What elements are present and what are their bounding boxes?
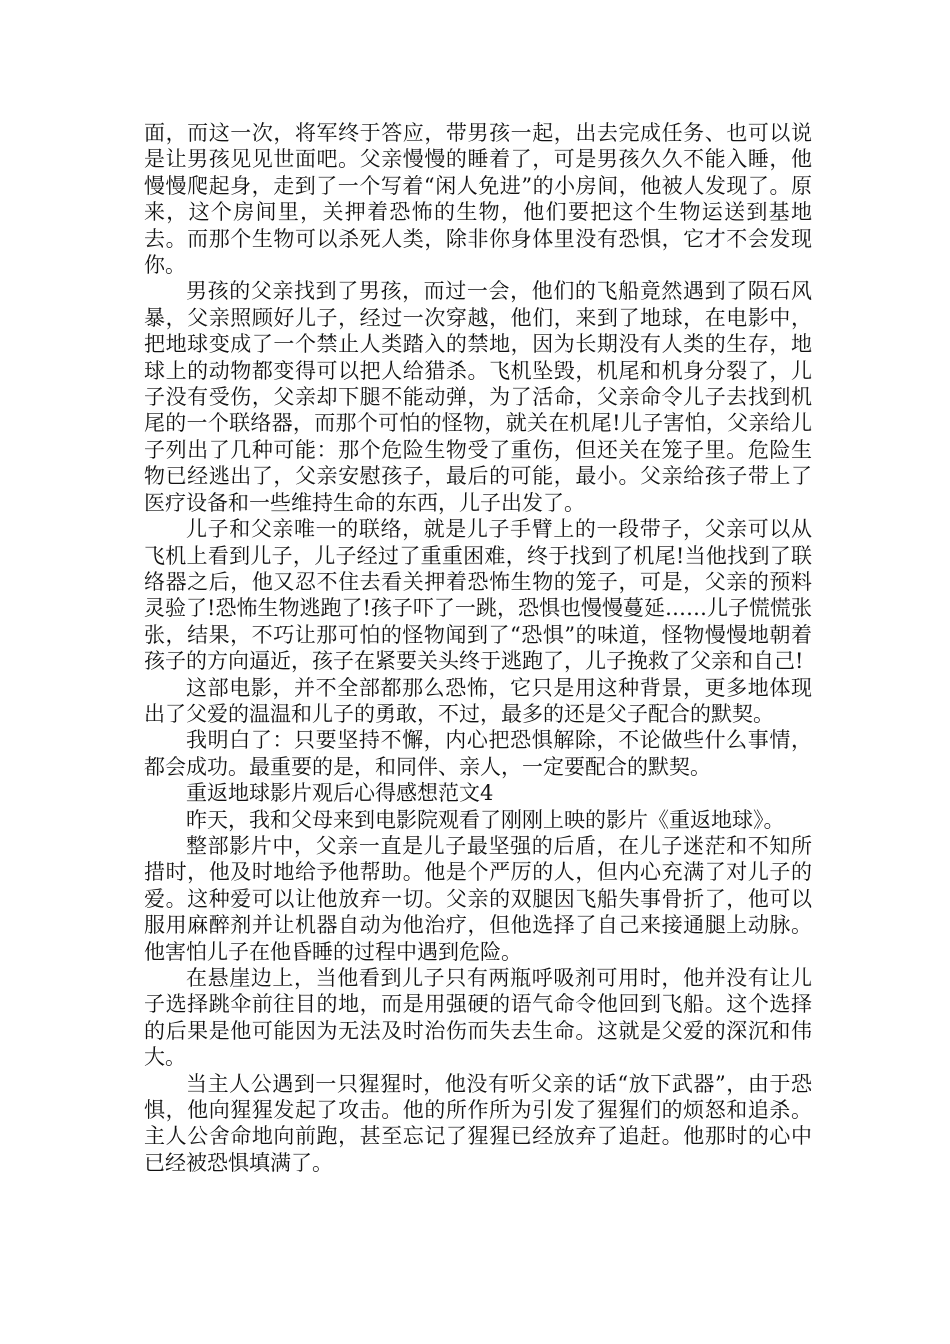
paragraph-7: 整部影片中，父亲一直是儿子最坚强的后盾，在儿子迷茫和不知所措时，他及时地给予他帮助。他是个严厉的人，但内心充满了对儿子的爱。这种爱可以让他放弃一切。父亲的双腿因飞船失事骨折了，他可以服用麻醉剂并让机器自动为他治疗，但他选择了自己来接通腿上动脉。他害怕儿子在他昏睡的过程中遇到危险。 (144, 833, 812, 964)
paragraph-5: 我明白了：只要坚持不懈，内心把恐惧解除，不论做些什么事情，都会成功。最重要的是，和同伴、亲人，一定要配合的默契。 (144, 728, 812, 779)
paragraph-9: 当主人公遇到一只猩猩时，他没有听父亲的话“放下武器”，由于恐惧，他向猩猩发起了攻击。他的所作所为引发了猩猩们的烦怒和追杀。主人公舍命地向前跑，甚至忘记了猩猩已经放弃了追赶。他那时的心中已经被恐惧填满了。 (144, 1071, 812, 1175)
document-page (144, 120, 812, 1176)
paragraph-8: 在悬崖边上，当他看到儿子只有两瓶呼吸剂可用时，他并没有让儿子选择跳伞前往目的地，而是用强硬的语气命令他回到飞船。这个选择的后果是他可能因为无法及时治伤而失去生命。这就是父爱的深沉和伟大。 (144, 966, 812, 1070)
paragraph-3: 儿子和父亲唯一的联络，就是儿子手臂上的一段带子，父亲可以从飞机上看到儿子，儿子经过了重重困难，终于找到了机尾!当他找到了联络器之后，他又忍不住去看关押着恐怖生物的笼子，可是，父亲的预料灵验了!恐怖生物逃跑了!孩子吓了一跳，恐惧也慢慢蔓延……儿子慌慌张张，结果，不巧让那可怕的怪物闻到了“恐惧”的味道，怪物慢慢地朝着孩子的方向逼近，孩子在紧要关头终于逃跑了，儿子挽救了父亲和自己! (144, 517, 812, 674)
paragraph-1: 面，而这一次，将军终于答应，带男孩一起，出去完成任务、也可以说是让男孩见见世面吧。父亲慢慢的睡着了，可是男孩久久不能入睡，他慢慢爬起身，走到了一个写着“闲人免进”的小房间，他被人发现了。原来，这个房间里，关押着恐怖的生物，他们要把这个生物运送到基地去。而那个生物可以杀死人类，除非你身体里没有恐惧，它才不会发现你。 (144, 121, 812, 278)
section-heading: 重返地球影片观后心得感想范文4 (186, 781, 494, 806)
paragraph-2: 男孩的父亲找到了男孩，而过一会，他们的飞船竟然遇到了陨石风暴，父亲照顾好儿子，经过一次穿越，他们，来到了地球，在电影中，把地球变成了一个禁止人类踏入的禁地，因为长期没有人类的生存，地球上的动物都变得可以把人给猎杀。飞机坠毁，机尾和机身分裂了，儿子没有受伤，父亲却下腿不能动弹，为了活命，父亲命令儿子去找到机尾的一个联络器，而那个可怕的怪物，就关在机尾!儿子害怕，父亲给儿子列出了几种可能：那个危险生物受了重伤，但还关在笼子里。危险生物已经逃出了，父亲安慰孩子，最后的可能，最小。父亲给孩子带上了医疗设备和一些维持生命的东西，儿子出发了。 (144, 279, 812, 515)
paragraph-6: 昨天，我和父母来到电影院观看了刚刚上映的影片《重返地球》。 (186, 807, 785, 832)
paragraph-4: 这部电影，并不全部都那么恐怖，它只是用这种背景，更多地体现出了父爱的温温和儿子的勇敢，不过，最多的还是父子配合的默契。 (144, 675, 812, 726)
